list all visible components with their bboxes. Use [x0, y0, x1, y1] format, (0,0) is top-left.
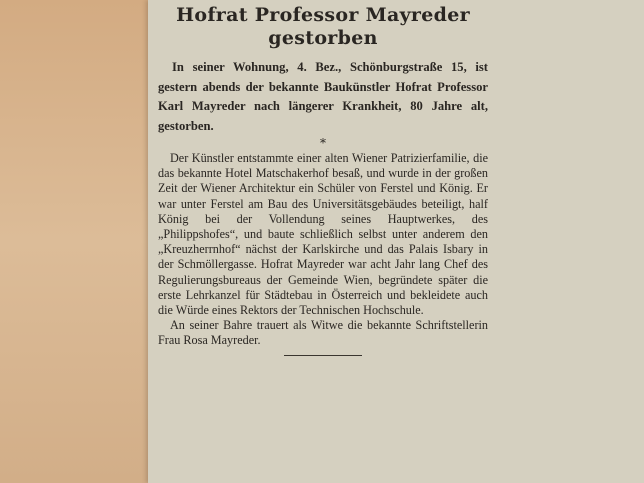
- lead-paragraph: In seiner Wohnung, 4. Bez., Schönburgstraße 15, ist gestern abends der bekannte Baukünstler Hofrat Professor Karl Mayreder nach längerer Krankheit, 80 Jahre alt, gestorben.: [158, 60, 488, 133]
- headline: [158, 4, 488, 50]
- section-separator: *: [320, 136, 326, 150]
- headline-line-2: gestorben: [268, 27, 378, 49]
- body-paragraph-2: An seiner Bahre trauert als Witwe die bekannte Schriftstellerin Frau Rosa Mayreder.: [158, 318, 488, 348]
- closing-rule: [284, 355, 362, 356]
- body-paragraph-1: Der Künstler entstammte einer alten Wiener Patrizierfamilie, die das bekannte Hotel Matschakerhof besaß, und wurde in der großen Zeit der Wiener Architektur ein Schüler von Ferstel und König. Er war unter Ferstel am Bau des Universitätsgebäudes beteiligt, half König bei der Vollendung seines Hauptwerkes, des „Philippshofes“, und baute schließlich selbst unter anderem den „Kreuzherrnhof“ nächst der Karlskirche und das Palais Isbary in der Schmöllergasse. Hofrat Mayreder war acht Jahr lang Chef des Regulierungsbureaus der Gemeinde Wien, begründete später die erste Lehrkanzel für Städtebau in Österreich und bekleidete auch die Würde eines Rektors der Technischen Hochschule.: [158, 151, 488, 318]
- paper-margin: [0, 0, 150, 483]
- obituary-article: [158, 4, 488, 356]
- headline-line-1: Hofrat Professor Mayreder: [176, 4, 470, 26]
- newspaper-clipping: [148, 0, 644, 483]
